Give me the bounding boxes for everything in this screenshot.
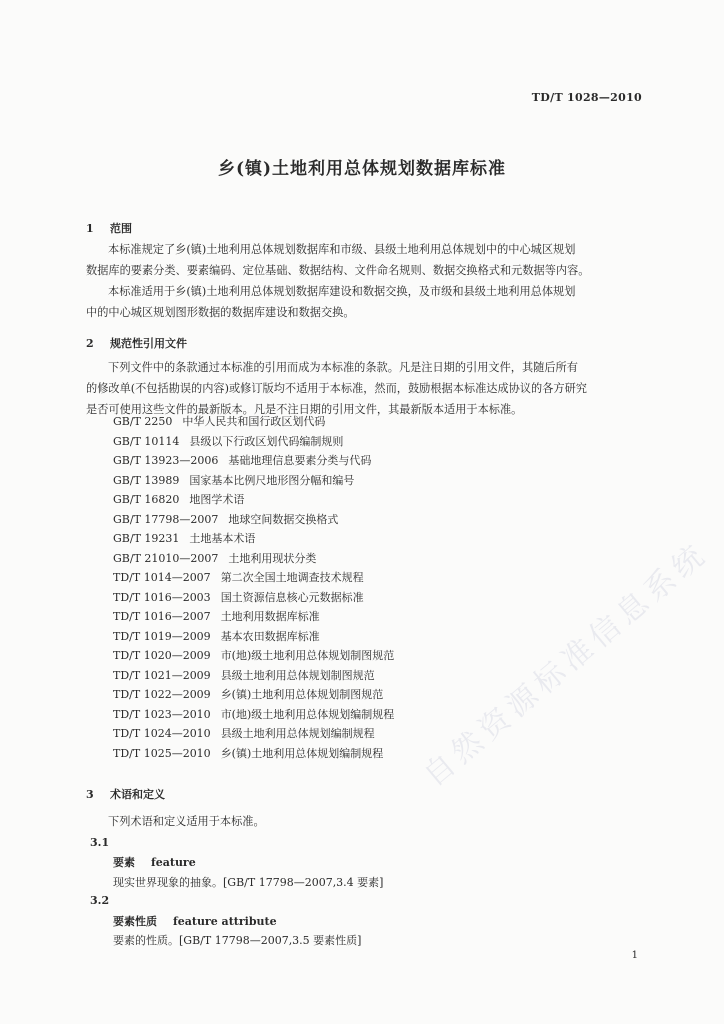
reference-item (113, 412, 394, 432)
term-zh: 要素性质 (113, 915, 157, 928)
section-number: 3 (86, 788, 94, 801)
section-3-heading (86, 786, 165, 802)
reference-title: 基本农田数据库标准 (220, 629, 320, 643)
reference-title: 县级土地利用总体规划制图规范 (220, 668, 375, 682)
reference-code: GB/T 10114 (113, 434, 180, 448)
section-number: 1 (86, 222, 94, 235)
term-definition: 要素的性质。[GB/T 17798—2007,3.5 要素性质] (113, 934, 362, 947)
reference-title: 县级土地利用总体规划编制规程 (220, 727, 375, 740)
text-line: 的修改单(不包括勘误的内容)或修订版均不适用于本标准，然而，鼓励根据本标准达成协议的各方研究 (86, 382, 587, 395)
term-number: 3.2 (90, 894, 110, 907)
reference-item (113, 724, 394, 744)
reference-title: 第二次全国土地调查技术规程 (220, 571, 364, 584)
term-heading (113, 854, 196, 870)
reference-item (113, 705, 394, 725)
reference-item (113, 432, 394, 452)
reference-item (113, 666, 394, 686)
page-number: 1 (631, 950, 638, 961)
section-title: 术语和定义 (110, 788, 165, 801)
reference-title: 国家基本比例尺地形图分幅和编号 (189, 473, 355, 487)
section-2-paragraph (86, 357, 642, 420)
reference-title: 中华人民共和国行政区划代码 (182, 415, 326, 428)
reference-code: GB/T 19231 (113, 532, 180, 545)
watermark: 自然资源标准信息系统 (417, 535, 716, 794)
reference-title: 市(地)级土地利用总体规划制图规范 (220, 649, 395, 662)
reference-code: GB/T 13989 (113, 473, 180, 487)
reference-code: TD/T 1014—2007 (113, 571, 211, 584)
term-number: 3.1 (90, 836, 110, 849)
text-line: 下列文件中的条款通过本标准的引用而成为本标准的条款。凡是注日期的引用文件，其随后所有 (108, 361, 578, 374)
reference-item (113, 607, 394, 627)
reference-item (113, 588, 394, 608)
reference-item (113, 568, 394, 588)
text-line: 数据库的要素分类、要素编码、定位基础、数据结构、文件命名规则、数据交换格式和元数据等内容。 (86, 264, 590, 277)
section-1-paragraph-1 (86, 239, 642, 281)
reference-code: TD/T 1016—2007 (113, 610, 211, 623)
section-3-intro (86, 811, 642, 832)
reference-title: 土地利用现状分类 (228, 551, 317, 565)
reference-code: TD/T 1016—2003 (113, 590, 211, 604)
reference-item (113, 627, 394, 647)
section-2-heading (86, 335, 187, 351)
term-definition: 现实世界现象的抽象。[GB/T 17798—2007,3.4 要素] (113, 876, 384, 889)
reference-title: 乡(镇)土地利用总体规划制图规范 (220, 688, 384, 701)
term-zh: 要素 (113, 856, 135, 869)
reference-title: 县级以下行政区划代码编制规则 (189, 434, 344, 448)
reference-title: 国土资源信息核心元数据标准 (220, 590, 364, 604)
reference-item (113, 549, 394, 569)
reference-item (113, 451, 394, 471)
reference-title: 市(地)级土地利用总体规划编制规程 (220, 707, 395, 721)
reference-code: TD/T 1024—2010 (113, 727, 211, 740)
text-line: 是否可使用这些文件的最新版本。凡是不注日期的引用文件，其最新版本适用于本标准。 (86, 403, 523, 416)
section-1-heading (86, 220, 132, 236)
reference-title: 基础地理信息要素分类与代码 (228, 454, 372, 467)
reference-title: 地球空间数据交换格式 (228, 512, 339, 526)
reference-title: 土地利用数据库标准 (220, 610, 320, 623)
reference-title: 乡(镇)土地利用总体规划编制规程 (220, 746, 384, 760)
reference-code: GB/T 21010—2007 (113, 551, 219, 565)
reference-code: TD/T 1022—2009 (113, 688, 211, 701)
text-line: 本标准适用于乡(镇)土地利用总体规划数据库建设和数据交换，及市级和县级土地利用总体规划 (108, 285, 576, 298)
reference-code: GB/T 17798—2007 (113, 512, 219, 526)
text-line: 本标准规定了乡(镇)土地利用总体规划数据库和市级、县级土地利用总体规划中的中心城区规划 (108, 243, 576, 256)
reference-item (113, 744, 394, 764)
reference-item (113, 490, 394, 510)
section-1-paragraph-2 (86, 281, 642, 323)
reference-code: TD/T 1020—2009 (113, 649, 211, 662)
reference-title: 土地基本术语 (189, 532, 256, 545)
standard-code: TD/T 1028—2010 (531, 91, 642, 104)
section-number: 2 (86, 337, 94, 350)
reference-code: TD/T 1023—2010 (113, 707, 211, 721)
section-title: 范围 (110, 222, 132, 235)
reference-item (113, 471, 394, 491)
reference-code: GB/T 13923—2006 (113, 454, 219, 467)
reference-code: GB/T 16820 (113, 493, 180, 506)
reference-code: GB/T 2250 (113, 415, 173, 428)
reference-item (113, 646, 394, 666)
reference-list (113, 412, 394, 763)
section-title: 规范性引用文件 (110, 337, 187, 350)
reference-title: 地图学术语 (189, 493, 245, 506)
term-heading (113, 913, 277, 929)
reference-item (113, 529, 394, 549)
reference-item (113, 510, 394, 530)
term-en: feature (151, 856, 196, 869)
reference-code: TD/T 1025—2010 (113, 746, 211, 760)
term-en: feature attribute (173, 915, 277, 928)
reference-item (113, 685, 394, 705)
reference-code: TD/T 1019—2009 (113, 629, 211, 643)
text-line: 中的中心城区规划图形数据的数据库建设和数据交换。 (86, 306, 355, 319)
document-title: 乡(镇)土地利用总体规划数据库标准 (217, 159, 507, 179)
reference-code: TD/T 1021—2009 (113, 668, 211, 682)
text-line: 下列术语和定义适用于本标准。 (108, 815, 265, 828)
